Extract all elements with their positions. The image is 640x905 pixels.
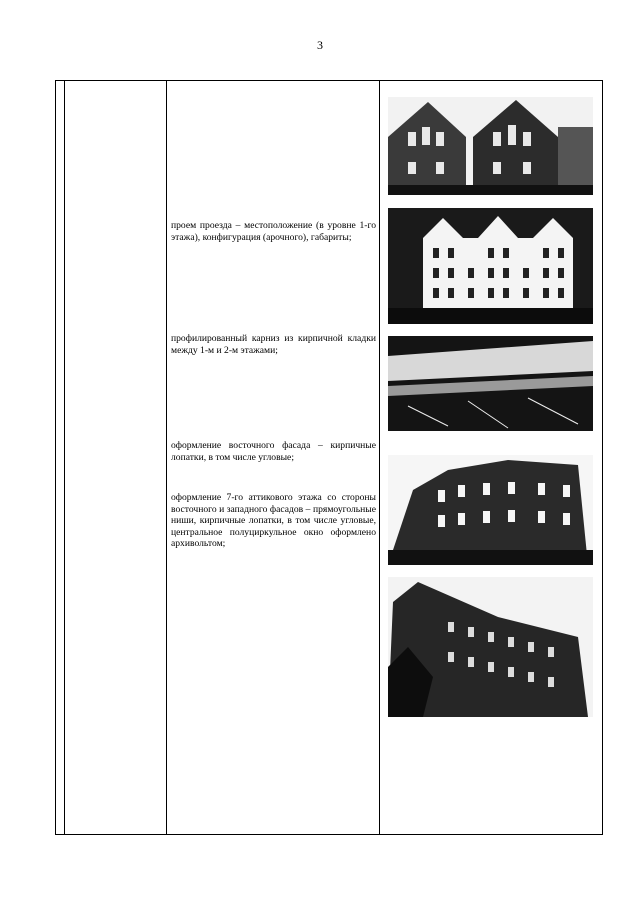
column-divider-3 xyxy=(379,81,380,834)
row-text-east-facade: оформление восточного фасада – кирпичные лопатки, в том числе угловые; xyxy=(171,440,376,463)
row-text-cornice: профилированный карниз из кирпичной кладки между 1-м и 2-м этажами; xyxy=(171,333,376,356)
column-divider-2 xyxy=(166,81,167,834)
building-photo-corner-view xyxy=(388,577,593,717)
column-divider-1 xyxy=(64,81,65,834)
row-text-passage: проем проезда – местоположение (в уровне 1-го этажа), конфигурация (арочного), габариты; xyxy=(171,220,376,243)
building-photo-cornice xyxy=(388,336,593,431)
building-photo-attic-floor xyxy=(388,455,593,565)
row-text-attic: оформление 7-го аттикового этажа со стороны восточного и западного фасадов – прямоугольные ниши, кирпичные лопатки, в том числе угловые, центральное полуциркульное окно оформлено архивольтом; xyxy=(171,492,376,549)
page-number: 3 xyxy=(317,38,323,52)
building-photo-facade-gables xyxy=(388,208,593,324)
building-photo-twin-gables xyxy=(388,97,593,195)
